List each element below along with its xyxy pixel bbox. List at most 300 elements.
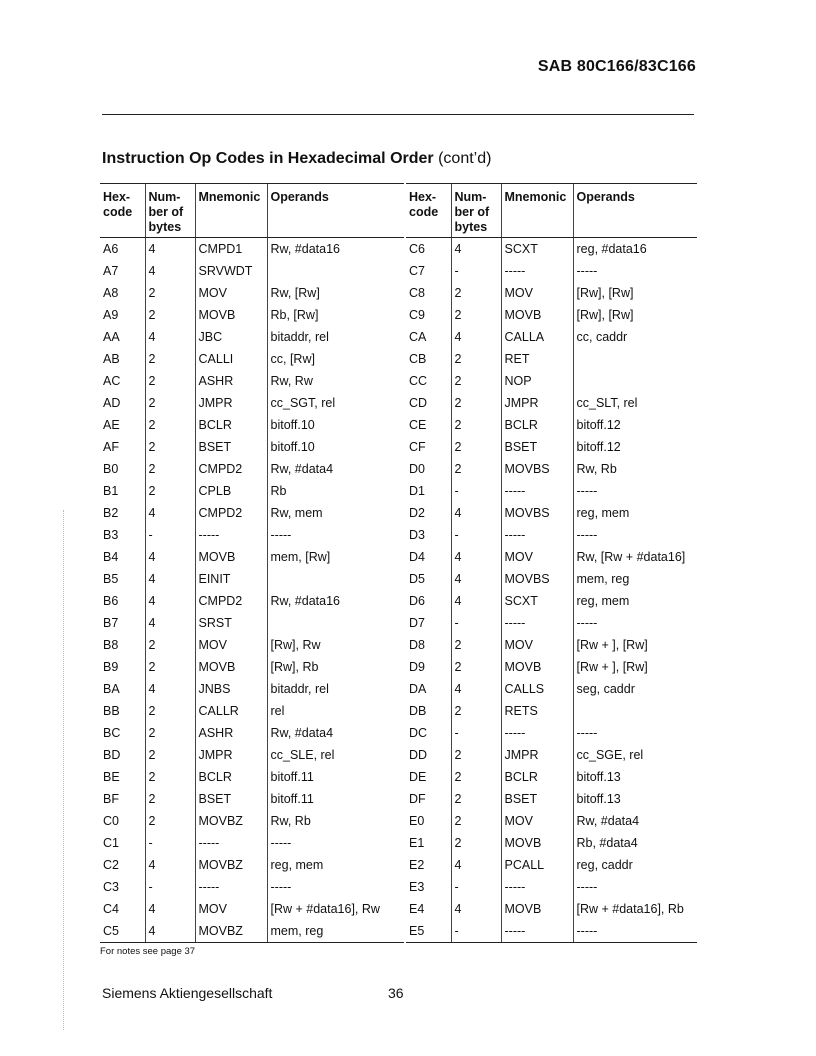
table-row bbox=[406, 370, 697, 392]
table-row bbox=[406, 832, 697, 854]
table-row bbox=[100, 722, 404, 744]
cell-bytes: 2 bbox=[145, 722, 195, 744]
cell-bytes: - bbox=[451, 612, 501, 634]
cell-mnemonic: MOVB bbox=[195, 656, 267, 678]
table-row bbox=[100, 304, 404, 326]
opcode-table-right-body bbox=[406, 238, 697, 943]
cell-mnemonic: BCLR bbox=[195, 766, 267, 788]
cell-mnemonic: JMPR bbox=[501, 392, 573, 414]
table-row bbox=[100, 568, 404, 590]
cell-mnemonic: BCLR bbox=[501, 414, 573, 436]
cell-hex: B3 bbox=[103, 528, 119, 542]
cell-operands: reg, mem bbox=[267, 854, 404, 876]
section-heading-suffix: (cont’d) bbox=[433, 150, 492, 167]
cell-operands: ----- bbox=[573, 480, 697, 502]
cell-operands: Rw, #data4 bbox=[573, 810, 697, 832]
cell-mnemonic: BSET bbox=[195, 788, 267, 810]
cell-bytes: 2 bbox=[145, 414, 195, 436]
cell-hex: AE bbox=[103, 418, 120, 432]
table-row bbox=[406, 722, 697, 744]
cell-mnemonic: EINIT bbox=[195, 568, 267, 590]
cell-bytes: - bbox=[451, 722, 501, 744]
cell-bytes: 2 bbox=[145, 348, 195, 370]
cell-bytes: 4 bbox=[145, 502, 195, 524]
cell-hex: BE bbox=[103, 770, 120, 784]
cell-mnemonic: MOVBZ bbox=[195, 810, 267, 832]
table-row bbox=[406, 392, 697, 414]
cell-hex: D4 bbox=[409, 550, 425, 564]
section-heading bbox=[102, 150, 491, 168]
table-row bbox=[406, 568, 697, 590]
cell-hex: B8 bbox=[103, 638, 119, 652]
cell-operands: bitoff.12 bbox=[573, 436, 697, 458]
cell-hex: C0 bbox=[103, 814, 119, 828]
cell-bytes: 2 bbox=[145, 392, 195, 414]
cell-bytes: 2 bbox=[451, 414, 501, 436]
table-row bbox=[100, 788, 404, 810]
cell-bytes: 2 bbox=[145, 810, 195, 832]
cell-bytes: 4 bbox=[451, 898, 501, 920]
cell-hex: DA bbox=[409, 682, 427, 696]
table-row bbox=[406, 414, 697, 436]
cell-operands: bitoff.13 bbox=[573, 766, 697, 788]
cell-bytes: 2 bbox=[451, 304, 501, 326]
cell-bytes: 2 bbox=[451, 810, 501, 832]
cell-operands: Rw, #data4 bbox=[267, 458, 404, 480]
table-header-row bbox=[100, 184, 404, 238]
cell-bytes: 4 bbox=[145, 920, 195, 943]
table-row bbox=[406, 546, 697, 568]
cell-bytes: 4 bbox=[145, 568, 195, 590]
cell-operands: ----- bbox=[573, 260, 697, 282]
table-row bbox=[100, 854, 404, 876]
cell-mnemonic: ----- bbox=[195, 832, 267, 854]
cell-bytes: 2 bbox=[451, 656, 501, 678]
col-operands-header bbox=[573, 184, 697, 238]
table-row bbox=[100, 370, 404, 392]
cell-bytes: - bbox=[145, 832, 195, 854]
cell-operands: bitoff.11 bbox=[267, 788, 404, 810]
table-row bbox=[100, 392, 404, 414]
cell-operands: bitoff.10 bbox=[267, 436, 404, 458]
cell-mnemonic: CPLB bbox=[195, 480, 267, 502]
cell-hex: B9 bbox=[103, 660, 119, 674]
cell-operands: ----- bbox=[573, 524, 697, 546]
cell-bytes: - bbox=[451, 524, 501, 546]
opcode-table-right bbox=[406, 183, 697, 943]
opcode-table-left bbox=[100, 183, 404, 943]
cell-bytes: 2 bbox=[145, 766, 195, 788]
cell-operands bbox=[267, 260, 404, 282]
cell-mnemonic: MOV bbox=[501, 810, 573, 832]
table-row bbox=[100, 348, 404, 370]
cell-mnemonic: MOVB bbox=[195, 304, 267, 326]
cell-operands: cc_SLE, rel bbox=[267, 744, 404, 766]
cell-operands: bitoff.10 bbox=[267, 414, 404, 436]
cell-operands: bitoff.12 bbox=[573, 414, 697, 436]
cell-bytes: 2 bbox=[451, 744, 501, 766]
cell-operands bbox=[267, 568, 404, 590]
cell-operands: [Rw + ], [Rw] bbox=[573, 656, 697, 678]
cell-hex: B5 bbox=[103, 572, 119, 586]
cell-operands: ----- bbox=[573, 612, 697, 634]
cell-mnemonic: JMPR bbox=[195, 392, 267, 414]
cell-operands: bitoff.11 bbox=[267, 766, 404, 788]
cell-bytes: 2 bbox=[145, 480, 195, 502]
cell-mnemonic: BSET bbox=[501, 436, 573, 458]
table-row bbox=[100, 458, 404, 480]
cell-operands: Rw, [Rw] bbox=[267, 282, 404, 304]
cell-hex: DE bbox=[409, 770, 427, 784]
cell-mnemonic: ----- bbox=[501, 524, 573, 546]
table-header-row bbox=[406, 184, 697, 238]
table-row bbox=[406, 282, 697, 304]
cell-mnemonic: JMPR bbox=[501, 744, 573, 766]
cell-bytes: 2 bbox=[451, 700, 501, 722]
cell-bytes: 4 bbox=[145, 678, 195, 700]
table-row bbox=[100, 920, 404, 943]
cell-hex: D9 bbox=[409, 660, 425, 674]
cell-hex: D7 bbox=[409, 616, 425, 630]
cell-operands: cc_SGT, rel bbox=[267, 392, 404, 414]
cell-bytes: 4 bbox=[145, 546, 195, 568]
table-row bbox=[406, 788, 697, 810]
cell-operands: bitaddr, rel bbox=[267, 678, 404, 700]
cell-hex: E0 bbox=[409, 814, 425, 828]
col-mnemonic-label: Mnemonic bbox=[198, 190, 261, 204]
top-rule bbox=[102, 114, 694, 115]
cell-mnemonic: PCALL bbox=[501, 854, 573, 876]
cell-hex: A7 bbox=[103, 264, 119, 278]
table-row bbox=[406, 744, 697, 766]
cell-bytes: 2 bbox=[451, 348, 501, 370]
cell-mnemonic: ----- bbox=[501, 722, 573, 744]
col-mnemonic-label: Mnemonic bbox=[504, 190, 567, 204]
cell-bytes: 2 bbox=[145, 700, 195, 722]
table-row bbox=[406, 656, 697, 678]
cell-hex: C8 bbox=[409, 286, 425, 300]
cell-mnemonic: MOVBZ bbox=[195, 920, 267, 943]
cell-bytes: 4 bbox=[145, 238, 195, 261]
cell-hex: BB bbox=[103, 704, 120, 718]
cell-operands: ----- bbox=[573, 920, 697, 943]
cell-hex: BF bbox=[103, 792, 119, 806]
cell-bytes: 2 bbox=[451, 766, 501, 788]
cell-bytes: 2 bbox=[145, 458, 195, 480]
table-row bbox=[406, 590, 697, 612]
col-hex-label: Hex- code bbox=[103, 190, 133, 219]
cell-mnemonic: CMPD2 bbox=[195, 502, 267, 524]
cell-operands: rel bbox=[267, 700, 404, 722]
cell-bytes: 2 bbox=[451, 392, 501, 414]
cell-hex: DB bbox=[409, 704, 427, 718]
cell-bytes: 2 bbox=[145, 744, 195, 766]
cell-hex: E4 bbox=[409, 902, 425, 916]
table-row bbox=[406, 700, 697, 722]
cell-hex: DF bbox=[409, 792, 426, 806]
cell-bytes: 2 bbox=[451, 458, 501, 480]
cell-bytes: 4 bbox=[145, 854, 195, 876]
cell-operands: [Rw], [Rw] bbox=[573, 304, 697, 326]
cell-mnemonic: MOVB bbox=[501, 898, 573, 920]
cell-mnemonic: ----- bbox=[501, 920, 573, 943]
cell-bytes: 2 bbox=[145, 788, 195, 810]
table-row bbox=[100, 414, 404, 436]
cell-hex: C2 bbox=[103, 858, 119, 872]
cell-operands: [Rw], Rb bbox=[267, 656, 404, 678]
table-row bbox=[100, 656, 404, 678]
cell-bytes: - bbox=[145, 524, 195, 546]
col-bytes-header bbox=[145, 184, 195, 238]
footer-company: Siemens Aktiengesellschaft bbox=[102, 985, 273, 1001]
cell-mnemonic: MOVBS bbox=[501, 502, 573, 524]
col-hex-header bbox=[406, 184, 451, 238]
cell-bytes: 4 bbox=[145, 260, 195, 282]
table-row bbox=[406, 854, 697, 876]
cell-mnemonic: BCLR bbox=[501, 766, 573, 788]
cell-bytes: 2 bbox=[451, 436, 501, 458]
table-row bbox=[406, 810, 697, 832]
cell-mnemonic: JMPR bbox=[195, 744, 267, 766]
cell-mnemonic: CALLI bbox=[195, 348, 267, 370]
cell-bytes: 4 bbox=[451, 326, 501, 348]
cell-hex: AC bbox=[103, 374, 121, 388]
cell-operands: ----- bbox=[267, 524, 404, 546]
cell-operands: [Rw], Rw bbox=[267, 634, 404, 656]
table-row bbox=[100, 260, 404, 282]
cell-operands: mem, [Rw] bbox=[267, 546, 404, 568]
cell-bytes: - bbox=[451, 920, 501, 943]
cell-hex: A6 bbox=[103, 242, 119, 256]
cell-hex: D2 bbox=[409, 506, 425, 520]
cell-hex: CF bbox=[409, 440, 426, 454]
cell-mnemonic: MOV bbox=[501, 282, 573, 304]
cell-mnemonic: MOVB bbox=[501, 304, 573, 326]
cell-operands: cc_SGE, rel bbox=[573, 744, 697, 766]
table-row bbox=[100, 744, 404, 766]
cell-bytes: 2 bbox=[145, 282, 195, 304]
cell-bytes: 4 bbox=[451, 678, 501, 700]
cell-mnemonic: MOVB bbox=[195, 546, 267, 568]
cell-operands bbox=[267, 612, 404, 634]
cell-mnemonic: CALLA bbox=[501, 326, 573, 348]
table-row bbox=[100, 546, 404, 568]
cell-bytes: 4 bbox=[145, 590, 195, 612]
cell-bytes: 2 bbox=[145, 304, 195, 326]
cell-hex: CE bbox=[409, 418, 427, 432]
table-row bbox=[406, 612, 697, 634]
cell-bytes: 2 bbox=[145, 436, 195, 458]
cell-hex: C6 bbox=[409, 242, 425, 256]
cell-operands: reg, mem bbox=[573, 502, 697, 524]
cell-mnemonic: MOVBS bbox=[501, 568, 573, 590]
cell-mnemonic: CMPD2 bbox=[195, 458, 267, 480]
cell-bytes: - bbox=[451, 480, 501, 502]
cell-hex: B2 bbox=[103, 506, 119, 520]
cell-operands: bitoff.13 bbox=[573, 788, 697, 810]
table-row bbox=[406, 436, 697, 458]
cell-operands: bitaddr, rel bbox=[267, 326, 404, 348]
table-row bbox=[100, 832, 404, 854]
cell-hex: BA bbox=[103, 682, 120, 696]
cell-mnemonic: MOV bbox=[501, 634, 573, 656]
table-row bbox=[100, 700, 404, 722]
cell-hex: D0 bbox=[409, 462, 425, 476]
cell-hex: E2 bbox=[409, 858, 425, 872]
cell-bytes: 2 bbox=[451, 788, 501, 810]
cell-bytes: 2 bbox=[145, 370, 195, 392]
cell-bytes: 2 bbox=[451, 370, 501, 392]
cell-operands: Rw, #data16 bbox=[267, 238, 404, 261]
cell-mnemonic: ASHR bbox=[195, 370, 267, 392]
cell-mnemonic: MOV bbox=[195, 634, 267, 656]
col-operands-header bbox=[267, 184, 404, 238]
table-row bbox=[100, 326, 404, 348]
table-row bbox=[100, 678, 404, 700]
cell-operands: cc, [Rw] bbox=[267, 348, 404, 370]
cell-hex: CD bbox=[409, 396, 428, 410]
cell-mnemonic: MOVB bbox=[501, 656, 573, 678]
table-row bbox=[406, 260, 697, 282]
table-row bbox=[406, 634, 697, 656]
cell-mnemonic: ----- bbox=[501, 612, 573, 634]
table-row bbox=[100, 590, 404, 612]
margin-line bbox=[63, 510, 64, 1030]
table-row bbox=[100, 282, 404, 304]
cell-bytes: 4 bbox=[451, 546, 501, 568]
footer-page-number: 36 bbox=[388, 985, 404, 1001]
cell-mnemonic: JBC bbox=[195, 326, 267, 348]
cell-hex: C4 bbox=[103, 902, 119, 916]
cell-bytes: 2 bbox=[451, 282, 501, 304]
cell-mnemonic: CMPD1 bbox=[195, 238, 267, 261]
table-row bbox=[100, 480, 404, 502]
cell-mnemonic: MOVBS bbox=[501, 458, 573, 480]
cell-bytes: 2 bbox=[145, 656, 195, 678]
cell-hex: AB bbox=[103, 352, 120, 366]
cell-hex: D8 bbox=[409, 638, 425, 652]
section-heading-bold: Instruction Op Codes in Hexadecimal Order bbox=[102, 150, 434, 167]
table-row bbox=[406, 480, 697, 502]
cell-operands: Rw, Rw bbox=[267, 370, 404, 392]
cell-mnemonic: MOVBZ bbox=[195, 854, 267, 876]
cell-mnemonic: ----- bbox=[195, 524, 267, 546]
cell-mnemonic: SRVWDT bbox=[195, 260, 267, 282]
cell-mnemonic: BCLR bbox=[195, 414, 267, 436]
cell-mnemonic: NOP bbox=[501, 370, 573, 392]
cell-operands: Rw, Rb bbox=[573, 458, 697, 480]
cell-hex: B0 bbox=[103, 462, 119, 476]
cell-bytes: - bbox=[145, 876, 195, 898]
cell-bytes: 2 bbox=[451, 634, 501, 656]
table-row bbox=[100, 238, 404, 261]
cell-operands: ----- bbox=[267, 876, 404, 898]
col-bytes-label: Num- ber of bytes bbox=[454, 190, 490, 234]
cell-hex: DD bbox=[409, 748, 428, 762]
cell-bytes: 4 bbox=[145, 326, 195, 348]
cell-bytes: 2 bbox=[451, 832, 501, 854]
cell-mnemonic: BSET bbox=[195, 436, 267, 458]
cell-hex: C1 bbox=[103, 836, 119, 850]
cell-operands: reg, #data16 bbox=[573, 238, 697, 261]
table-row bbox=[100, 502, 404, 524]
table-row bbox=[406, 502, 697, 524]
cell-bytes: 4 bbox=[451, 590, 501, 612]
cell-mnemonic: SCXT bbox=[501, 590, 573, 612]
cell-bytes: 4 bbox=[145, 612, 195, 634]
cell-hex: E5 bbox=[406, 920, 451, 943]
cell-hex: D1 bbox=[409, 484, 425, 498]
cell-mnemonic: SRST bbox=[195, 612, 267, 634]
cell-hex: DC bbox=[409, 726, 428, 740]
cell-mnemonic: RET bbox=[501, 348, 573, 370]
cell-mnemonic: CALLS bbox=[501, 678, 573, 700]
cell-bytes: 4 bbox=[451, 502, 501, 524]
table-row bbox=[100, 898, 404, 920]
table-row bbox=[406, 326, 697, 348]
cell-hex: AF bbox=[103, 440, 119, 454]
cell-hex: B1 bbox=[103, 484, 119, 498]
cell-hex: CC bbox=[409, 374, 428, 388]
cell-mnemonic: MOV bbox=[195, 898, 267, 920]
cell-operands: Rw, #data4 bbox=[267, 722, 404, 744]
cell-hex: CA bbox=[409, 330, 427, 344]
cell-mnemonic: ----- bbox=[501, 876, 573, 898]
cell-operands: cc_SLT, rel bbox=[573, 392, 697, 414]
cell-operands: Rb bbox=[267, 480, 404, 502]
cell-mnemonic: ASHR bbox=[195, 722, 267, 744]
cell-operands: Rw, [Rw + #data16] bbox=[573, 546, 697, 568]
col-mnemonic-header bbox=[195, 184, 267, 238]
cell-hex: C5 bbox=[100, 920, 145, 943]
cell-operands: Rb, [Rw] bbox=[267, 304, 404, 326]
cell-hex: C3 bbox=[103, 880, 119, 894]
cell-mnemonic: MOVB bbox=[501, 832, 573, 854]
cell-bytes: - bbox=[451, 876, 501, 898]
cell-operands: [Rw], [Rw] bbox=[573, 282, 697, 304]
table-row bbox=[100, 810, 404, 832]
col-mnemonic-header bbox=[501, 184, 573, 238]
table-row bbox=[100, 876, 404, 898]
col-operands-label: Operands bbox=[270, 190, 329, 204]
cell-mnemonic: ----- bbox=[501, 480, 573, 502]
cell-hex: B7 bbox=[103, 616, 119, 630]
cell-operands bbox=[573, 348, 697, 370]
cell-operands: mem, reg bbox=[573, 568, 697, 590]
cell-bytes: 4 bbox=[145, 898, 195, 920]
cell-operands: Rw, mem bbox=[267, 502, 404, 524]
table-row bbox=[406, 678, 697, 700]
cell-mnemonic: ----- bbox=[501, 260, 573, 282]
cell-hex: B6 bbox=[103, 594, 119, 608]
cell-hex: A9 bbox=[103, 308, 119, 322]
cell-hex: CB bbox=[409, 352, 427, 366]
col-bytes-header bbox=[451, 184, 501, 238]
cell-operands: seg, caddr bbox=[573, 678, 697, 700]
table-row bbox=[100, 612, 404, 634]
table-row bbox=[406, 876, 697, 898]
col-hex-header bbox=[100, 184, 145, 238]
cell-operands: Rw, #data16 bbox=[267, 590, 404, 612]
cell-hex: BC bbox=[103, 726, 121, 740]
cell-operands bbox=[573, 370, 697, 392]
cell-operands: [Rw + #data16], Rb bbox=[573, 898, 697, 920]
cell-bytes: - bbox=[451, 260, 501, 282]
cell-hex: C9 bbox=[409, 308, 425, 322]
cell-operands: ----- bbox=[573, 722, 697, 744]
cell-mnemonic: SCXT bbox=[501, 238, 573, 261]
cell-bytes: 4 bbox=[451, 568, 501, 590]
